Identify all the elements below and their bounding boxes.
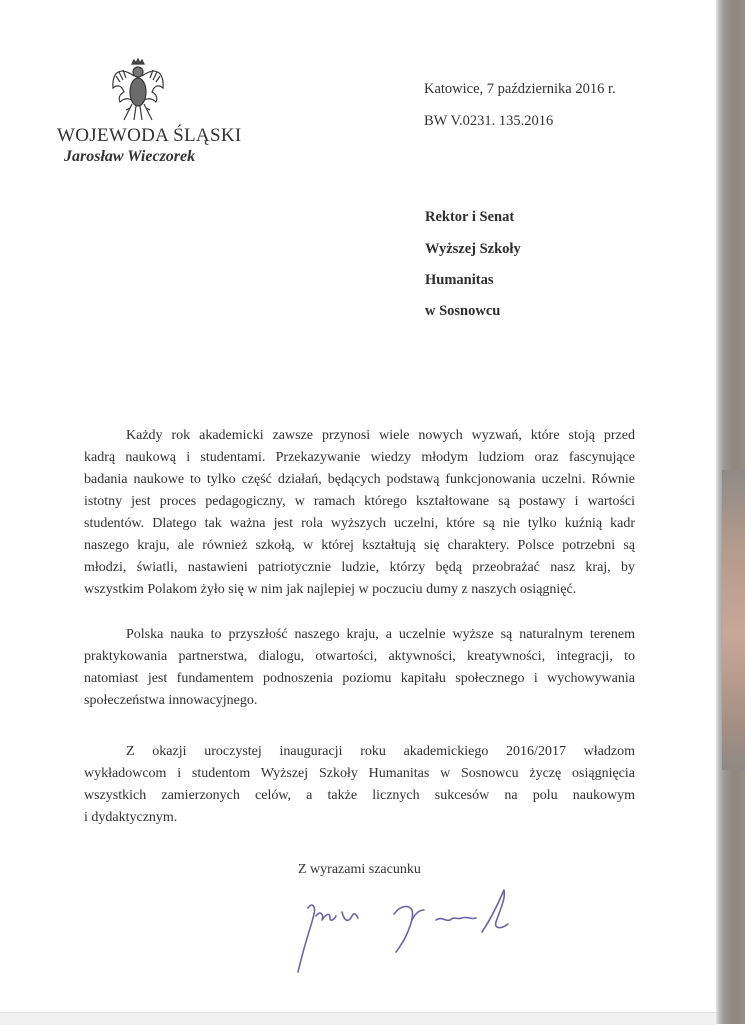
text-line: wszystkich zamierzonych celów, a także licznych sukcesów na polu naukowym: [84, 788, 635, 803]
text-line: istotny jest proces pedagogiczny, w ramach którego kształtowane są postawy i wartości: [84, 494, 635, 509]
text-line: studentów. Dlatego tak ważna jest rola wyższych uczelni, które są nie tylko kuźnią kadr: [84, 516, 635, 531]
body-paragraph-1: [84, 425, 635, 601]
text-line: badania naukowe to tylko część działań, będących podstawą funkcjonowania uczelni. Równie: [84, 472, 635, 487]
text-line: młodzi, światli, nastawieni patriotycznie ludzie, którzy będą przeobrażać nasz kraj, by: [84, 560, 635, 575]
text-line: naszego kraju, ale również szkołą, w której kształtują się charaktery. Polsce potrzebni są: [84, 538, 635, 553]
text-line: wszystkim Polakom żyło się w nim jak najlepiej w poczuciu dumy z naszych osiągnięć.: [84, 582, 577, 597]
text-line: kadrą naukową i studentami. Przekazywanie wiedzy młodym ludziom oraz fascynujące: [84, 450, 635, 465]
body-paragraph-2: [84, 624, 635, 712]
text-line: społeczeństwa innowacyjnego.: [84, 693, 258, 708]
scan-bottom-edge: [0, 1012, 716, 1025]
text-line: i dydaktycznym.: [84, 810, 178, 825]
recipient-line: Wyższej Szkoły: [425, 241, 521, 257]
text-line: Każdy rok akademicki zawsze przynosi wiele nowych wyzwań, które stoją przed: [126, 428, 635, 443]
polish-eagle-emblem-icon: [110, 58, 166, 124]
recipient-line: Humanitas: [425, 272, 494, 288]
official-name: Jarosław Wieczorek: [64, 148, 196, 165]
text-line: Polska nauka to przyszłość naszego kraju, a uczelnie wyższe są naturalnym terenem: [126, 627, 635, 642]
closing-salutation: Z wyrazami szacunku: [298, 862, 421, 877]
dateline: Katowice, 7 października 2016 r.: [424, 81, 616, 97]
text-line: wykładowcom i studentom Wyższej Szkoły Humanitas w Sosnowcu życzę osiągnięcia: [84, 766, 635, 781]
reference-number: BW V.0231. 135.2016: [424, 113, 554, 129]
text-line: praktykowania partnerstwa, dialogu, otwartości, aktywności, kreatywności, integracji, to: [84, 649, 635, 664]
handwritten-signature: [286, 880, 526, 980]
office-title: WOJEWODA ŚLĄSKI: [57, 125, 242, 146]
recipient-line: w Sosnowcu: [425, 303, 501, 319]
body-paragraph-3: [84, 741, 635, 829]
scan-edge-shadow: [716, 0, 745, 1024]
text-line: natomiast jest fundamentem podnoszenia poziomu kapitału społecznego i wychowywania: [84, 671, 635, 686]
recipient-line: Rektor i Senat: [425, 209, 515, 225]
text-line: Z okazji uroczystej inauguracji roku akademickiego 2016/2017 władzom: [126, 744, 635, 759]
